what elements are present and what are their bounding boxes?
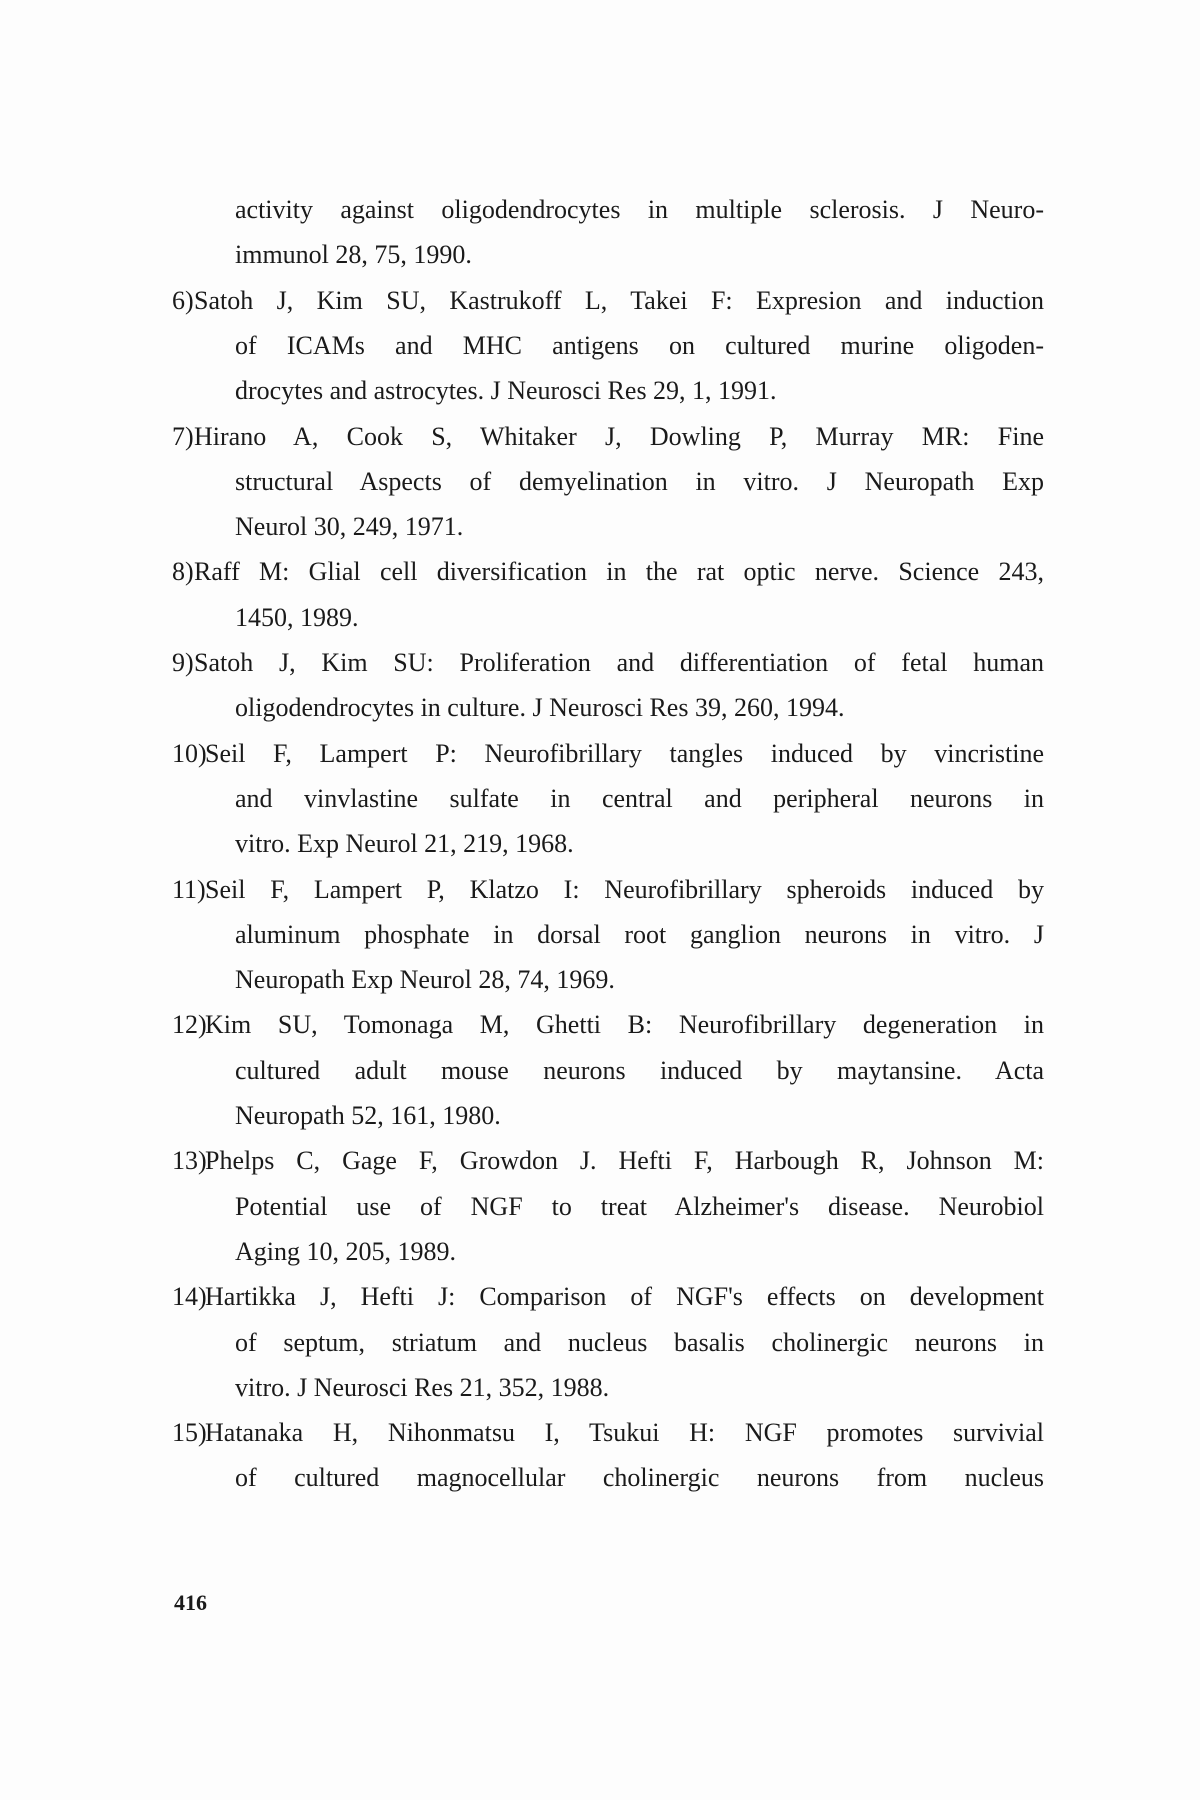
reference-number: 7) [172,421,194,451]
reference-number: 15) [172,1418,207,1448]
reference-line: structural Aspects of demyelination in vitro. J Neuropath Exp [235,466,1044,496]
reference-number: 11) [172,874,206,904]
reference-line: Seil F, Lampert P: Neurofibrillary tangles induced by vincristine [205,738,1044,768]
reference-line: and vinvlastine sulfate in central and peripheral neurons in [235,783,1044,813]
reference-line: Neuropath 52, 161, 1980. [235,1101,501,1130]
reference-line: Hatanaka H, Nihonmatsu I, Tsukui H: NGF promotes survivial [205,1418,1044,1448]
page-number: 416 [174,1590,207,1615]
reference-line: Hirano A, Cook S, Whitaker J, Dowling P, Murray MR: Fine [194,421,1044,451]
reference-line: Satoh J, Kim SU: Proliferation and differentiation of fetal human [194,648,1044,677]
reference-number: 9) [172,648,194,677]
reference-line: vitro. Exp Neurol 21, 219, 1968. [235,829,574,859]
reference-line: of septum, striatum and nucleus basalis cholinergic neurons in [235,1327,1044,1357]
reference-line: of ICAMs and MHC antigens on cultured murine oligoden- [235,330,1044,360]
reference-line: Aging 10, 205, 1989. [235,1236,456,1266]
reference-line: Neuropath Exp Neurol 28, 74, 1969. [235,965,615,995]
reference-line: 1450, 1989. [235,602,359,632]
reference-line: Neurol 30, 249, 1971. [235,512,464,542]
reference-line: immunol 28, 75, 1990. [235,240,472,270]
reference-line: Hartikka J, Hefti J: Comparison of NGF's effects on development [205,1282,1044,1312]
reference-number: 8) [172,557,194,587]
reference-line: cultured adult mouse neurons induced by maytansine. Acta [235,1055,1044,1085]
reference-line: Kim SU, Tomonaga M, Ghetti B: Neurofibrillary degeneration in [205,1010,1044,1040]
reference-number: 14) [172,1282,207,1312]
reference-number: 10) [172,738,207,768]
reference-line: activity against oligodendrocytes in multiple sclerosis. J Neuro- [235,195,1044,224]
reference-line: Seil F, Lampert P, Klatzo I: Neurofibrillary spheroids induced by [205,874,1044,904]
reference-line: Satoh J, Kim SU, Kastrukoff L, Takei F: Expresion and induction [194,285,1044,315]
reference-line: Potential use of NGF to treat Alzheimer's disease. Neurobiol [235,1191,1044,1221]
reference-line: vitro. J Neurosci Res 21, 352, 1988. [235,1372,610,1402]
reference-line: oligodendrocytes in culture. J Neurosci Res 39, 260, 1994. [235,693,845,723]
reference-line: of cultured magnocellular cholinergic neurons from nucleus [235,1463,1044,1493]
reference-line: Phelps C, Gage F, Growdon J. Hefti F, Harbough R, Johnson M: [205,1146,1044,1176]
reference-number: 12) [172,1010,207,1040]
reference-line: Raff M: Glial cell diversification in the rat optic nerve. Science 243, [194,557,1044,587]
reference-number: 13) [172,1146,207,1176]
reference-line: aluminum phosphate in dorsal root ganglion neurons in vitro. J [235,919,1044,949]
reference-line: drocytes and astrocytes. J Neurosci Res 29, 1, 1991. [235,376,777,406]
reference-number: 6) [172,285,194,315]
